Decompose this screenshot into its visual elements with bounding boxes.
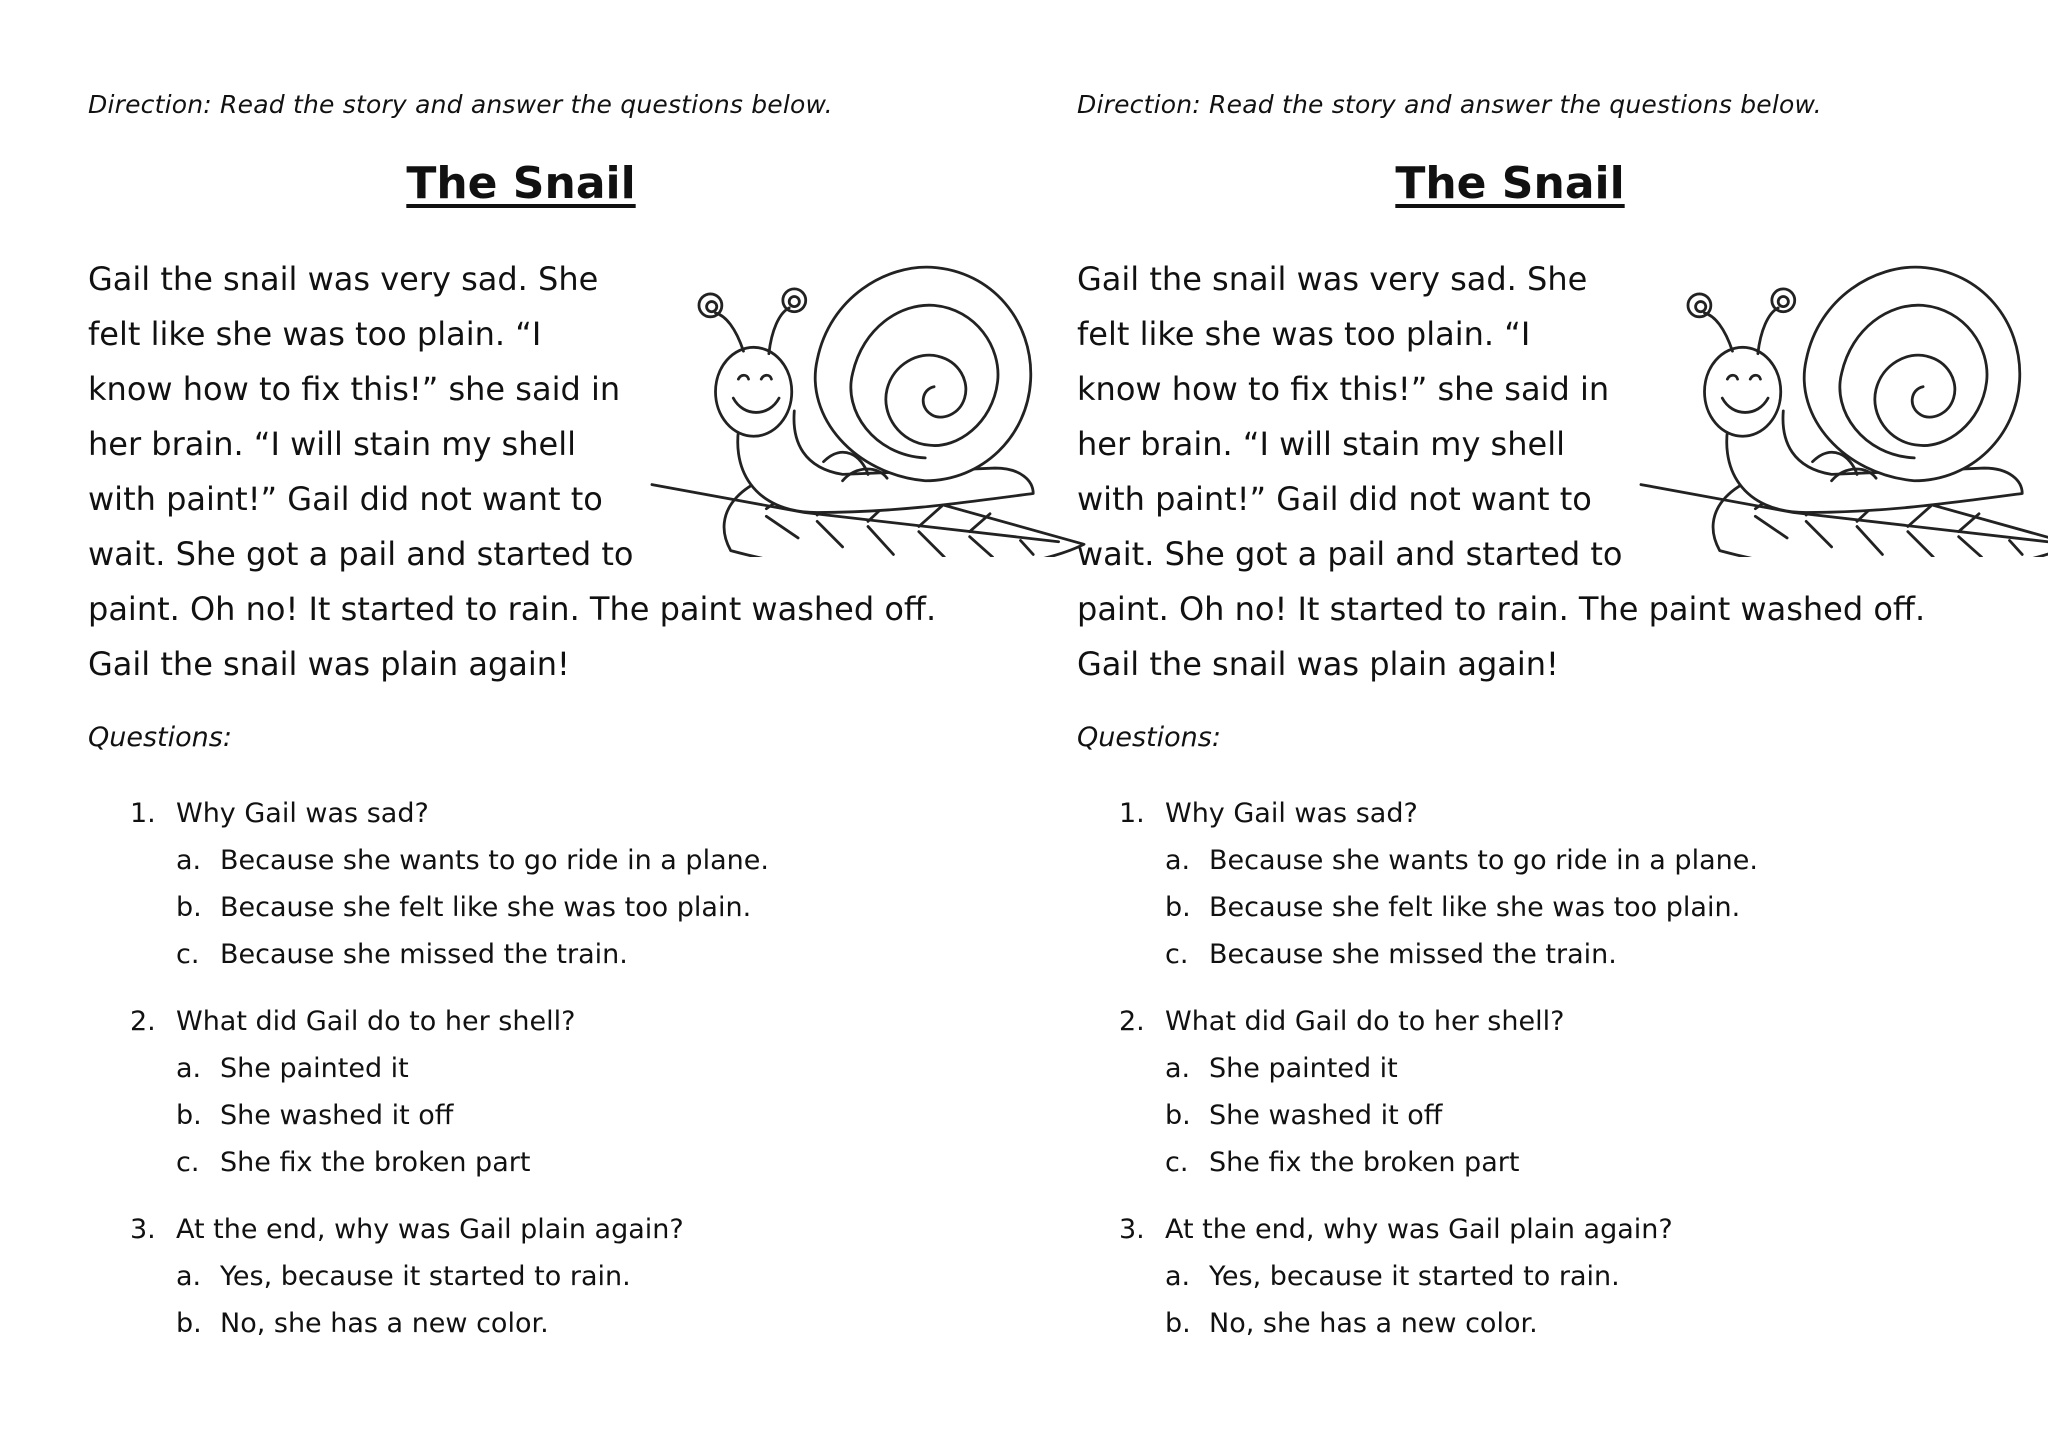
answer-option [130, 837, 1010, 884]
option-text: Because she missed the train. [220, 939, 628, 970]
option-text: Yes, because it started to rain. [1209, 1261, 1620, 1292]
question-text: What did Gail do to her shell? [1165, 1006, 1565, 1037]
answer-option [1119, 1253, 1999, 1300]
story-line: know how to fix this!” she said in [1077, 370, 1610, 408]
option-letter: c. [176, 939, 200, 970]
option-letter: c. [1165, 939, 1189, 970]
answer-option [130, 931, 1010, 978]
option-letter: c. [176, 1147, 200, 1178]
answer-option [1119, 1300, 1999, 1347]
answer-option [1119, 1092, 1999, 1139]
answer-option [1119, 1045, 1999, 1092]
snail-illustration [643, 252, 1093, 557]
question-number: 2. [1119, 1006, 1145, 1037]
question-text: At the end, why was Gail plain again? [176, 1214, 684, 1245]
option-text: She washed it off [1209, 1100, 1443, 1131]
option-text: No, she has a new color. [220, 1308, 549, 1339]
worksheet-right [1077, 0, 2048, 1448]
answer-option [130, 1139, 1010, 1186]
option-letter: a. [1165, 1053, 1191, 1084]
option-letter: c. [1165, 1147, 1189, 1178]
direction-text: Direction: Read the story and answer the questions below. [88, 90, 833, 119]
option-text: Because she felt like she was too plain. [1209, 892, 1741, 923]
question-text: Why Gail was sad? [1165, 798, 1418, 829]
questions-label: Questions: [88, 722, 232, 753]
option-letter: a. [1165, 1261, 1191, 1292]
story-line: Gail the snail was plain again! [1077, 645, 1559, 683]
answer-option [130, 1300, 1010, 1347]
story-line: wait. She got a pail and started to [88, 535, 634, 573]
questions-label: Questions: [1077, 722, 1221, 753]
answer-option [130, 884, 1010, 931]
option-letter: b. [1165, 1308, 1191, 1339]
option-text: She fix the broken part [1209, 1147, 1520, 1178]
question-number: 3. [1119, 1214, 1145, 1245]
question-number: 2. [130, 1006, 156, 1037]
question-number: 1. [1119, 798, 1145, 829]
option-letter: a. [176, 1261, 202, 1292]
story-line: wait. She got a pail and started to [1077, 535, 1623, 573]
question-list [1119, 790, 1999, 1367]
question-item [130, 1206, 1010, 1347]
question-text: Why Gail was sad? [176, 798, 429, 829]
story-line: her brain. “I will stain my shell [88, 425, 576, 463]
story-line: paint. Oh no! It started to rain. The paint washed off. [88, 590, 937, 628]
option-letter: a. [1165, 845, 1191, 876]
question-item [130, 790, 1010, 978]
option-text: Because she felt like she was too plain. [220, 892, 752, 923]
question-item [1119, 790, 1999, 978]
answer-option [1119, 1139, 1999, 1186]
option-text: Because she missed the train. [1209, 939, 1617, 970]
direction-text: Direction: Read the story and answer the questions below. [1077, 90, 1822, 119]
question-number: 3. [130, 1214, 156, 1245]
answer-option [130, 1253, 1010, 1300]
answer-option [130, 1092, 1010, 1139]
story-line: Gail the snail was plain again! [88, 645, 570, 683]
question-item [130, 998, 1010, 1186]
story-title: The Snail [406, 158, 636, 209]
question-text: At the end, why was Gail plain again? [1165, 1214, 1673, 1245]
story-line: paint. Oh no! It started to rain. The paint washed off. [1077, 590, 1926, 628]
question-list [130, 790, 1010, 1367]
option-letter: b. [1165, 1100, 1191, 1131]
story-title: The Snail [1395, 158, 1625, 209]
story-line: with paint!” Gail did not want to [1077, 480, 1592, 518]
story-line: with paint!” Gail did not want to [88, 480, 603, 518]
story-line: her brain. “I will stain my shell [1077, 425, 1565, 463]
story-line: felt like she was too plain. “I [88, 315, 542, 353]
option-letter: b. [176, 1308, 202, 1339]
option-text: Because she wants to go ride in a plane. [1209, 845, 1758, 876]
question-item [1119, 1206, 1999, 1347]
option-text: She washed it off [220, 1100, 454, 1131]
option-letter: b. [176, 892, 202, 923]
question-text: What did Gail do to her shell? [176, 1006, 576, 1037]
story-line: know how to fix this!” she said in [88, 370, 621, 408]
option-text: Because she wants to go ride in a plane. [220, 845, 769, 876]
question-number: 1. [130, 798, 156, 829]
story-line: felt like she was too plain. “I [1077, 315, 1531, 353]
question-item [1119, 998, 1999, 1186]
story-line: Gail the snail was very sad. She [88, 260, 599, 298]
answer-option [1119, 837, 1999, 884]
option-letter: a. [176, 845, 202, 876]
option-text: She fix the broken part [220, 1147, 531, 1178]
story-line: Gail the snail was very sad. She [1077, 260, 1588, 298]
answer-option [130, 1045, 1010, 1092]
worksheet-left [88, 0, 1088, 1448]
option-letter: b. [1165, 892, 1191, 923]
snail-illustration [1632, 252, 2048, 557]
option-text: No, she has a new color. [1209, 1308, 1538, 1339]
option-letter: b. [176, 1100, 202, 1131]
answer-option [1119, 884, 1999, 931]
option-text: She painted it [1209, 1053, 1398, 1084]
option-text: Yes, because it started to rain. [220, 1261, 631, 1292]
answer-option [1119, 931, 1999, 978]
option-letter: a. [176, 1053, 202, 1084]
option-text: She painted it [220, 1053, 409, 1084]
